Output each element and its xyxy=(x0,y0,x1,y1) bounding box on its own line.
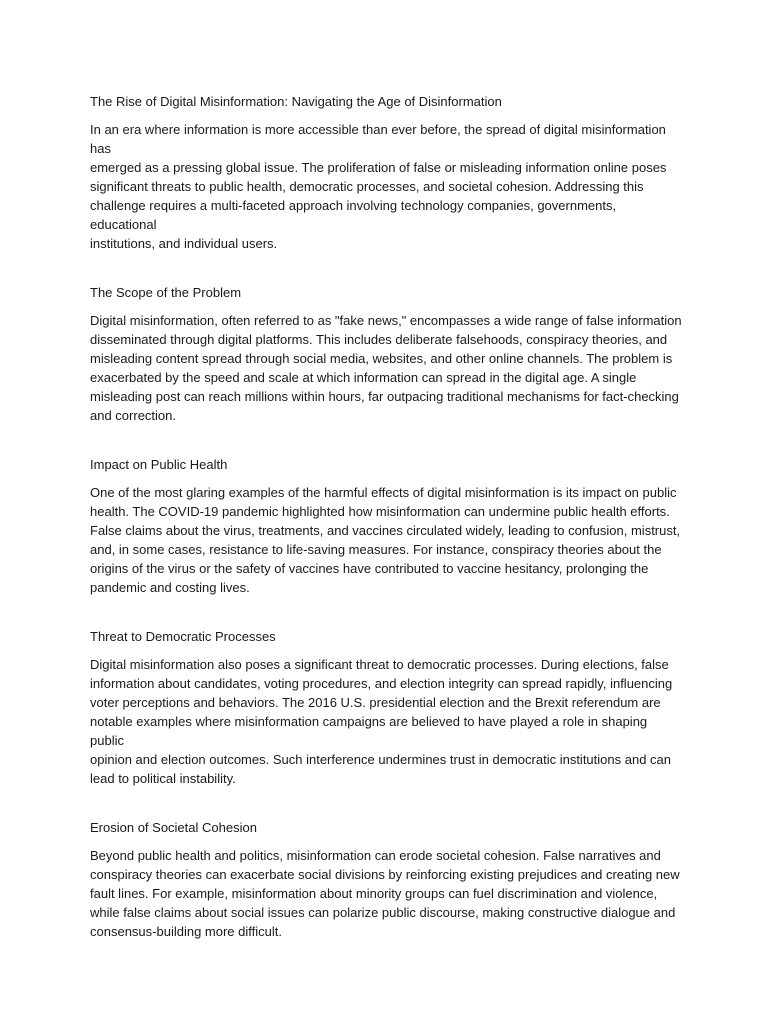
section-heading: The Scope of the Problem xyxy=(90,285,242,300)
document-page xyxy=(90,93,682,941)
section-heading: Threat to Democratic Processes xyxy=(90,629,276,644)
section-public-health xyxy=(90,456,682,597)
section-body: Beyond public health and politics, misinformation can erode societal cohesion. False narratives and conspiracy theories can exacerbate social divisions by reinforcing existing prejudices and creating new fault lines. For example, misinformation about minority groups can fuel discrimination and violence, while false claims about social issues can polarize public discourse, making constructive dialogue and consensus-building more difficult. xyxy=(90,848,680,939)
section-heading: Erosion of Societal Cohesion xyxy=(90,820,257,835)
document-title: The Rise of Digital Misinformation: Navigating the Age of Disinformation xyxy=(90,94,502,109)
section-democratic-processes xyxy=(90,628,682,788)
section-body: Digital misinformation, often referred to as "fake news," encompasses a wide range of false information disseminated through digital platforms. This includes deliberate falsehoods, conspiracy theories, and misleading content spread through social media, websites, and other online channels. The problem is exacerbated by the speed and scale at which information can spread in the digital age. A single misleading post can reach millions within hours, far outpacing traditional mechanisms for fact-checking and correction. xyxy=(90,313,682,423)
section-heading: Impact on Public Health xyxy=(90,457,228,472)
section-societal-cohesion xyxy=(90,819,682,941)
section-body: One of the most glaring examples of the harmful effects of digital misinformation is its impact on public health. The COVID-19 pandemic highlighted how misinformation can undermine public health efforts. False claims about the virus, treatments, and vaccines circulated widely, leading to confusion, mistrust, and, in some cases, resistance to life-saving measures. For instance, conspiracy theories about the origins of the virus or the safety of vaccines have contributed to vaccine hesitancy, prolonging the pandemic and costing lives. xyxy=(90,485,681,595)
section-scope xyxy=(90,284,682,425)
intro-paragraph: In an era where information is more accessible than ever before, the spread of digital misinformation has emerged as a pressing global issue. The proliferation of false or misleading information online poses significant threats to public health, democratic processes, and societal cohesion. Addressing this challenge requires a multi-faceted approach involving technology companies, governments, educational institutions, and individual users. xyxy=(90,122,667,251)
section-body: Digital misinformation also poses a significant threat to democratic processes. During elections, false information about candidates, voting procedures, and election integrity can spread rapidly, influencing voter perceptions and behaviors. The 2016 U.S. presidential election and the Brexit referendum are notable examples where misinformation campaigns are believed to have played a role in shaping public opinion and election outcomes. Such interference undermines trust in democratic institutions and can lead to political instability. xyxy=(90,657,673,786)
